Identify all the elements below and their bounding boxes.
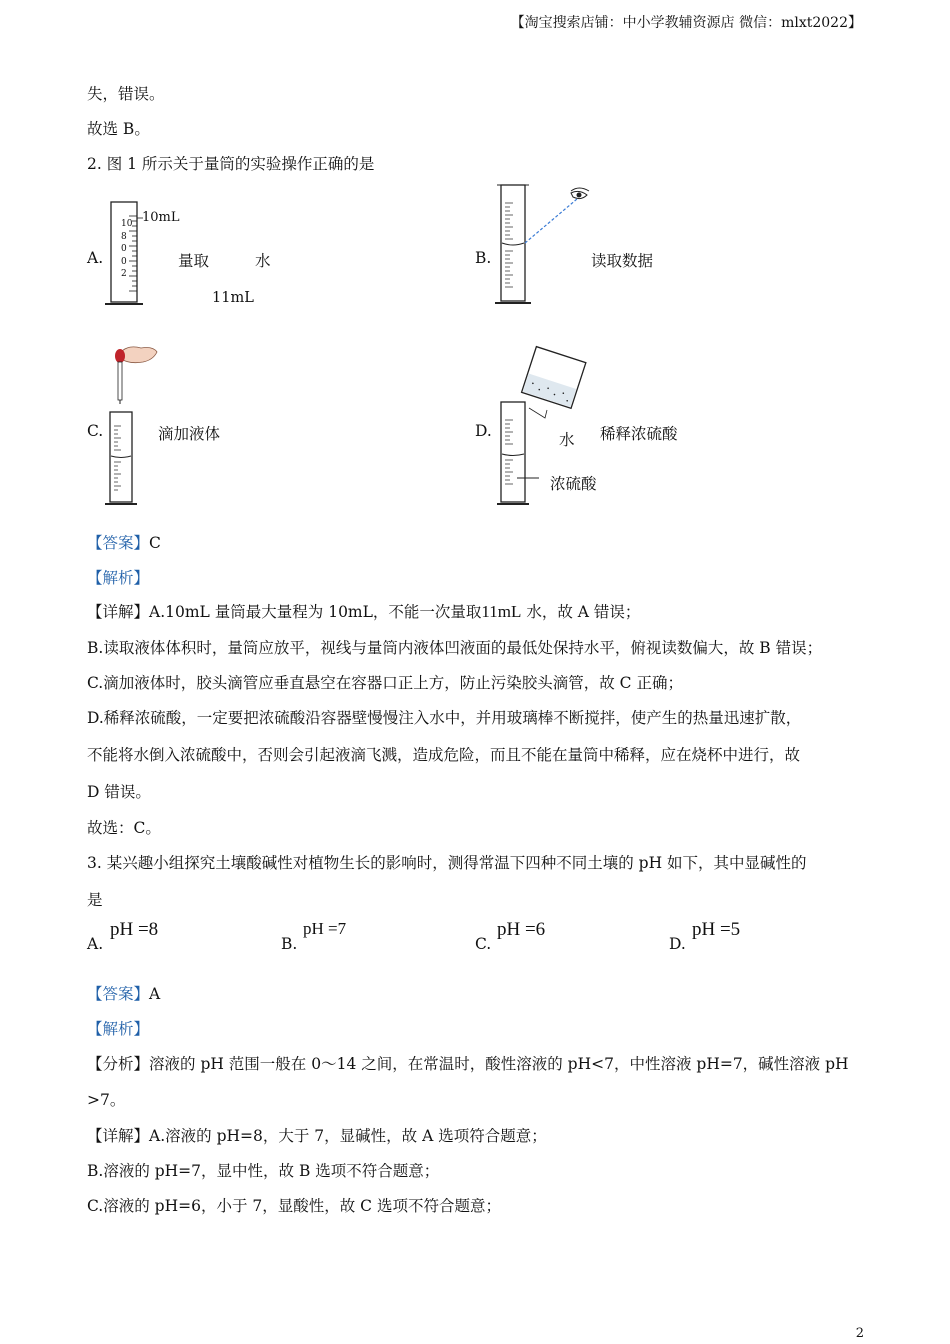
q3-stem-2: 是	[87, 891, 103, 909]
q2-detail-6: D 错误。	[87, 783, 151, 801]
q3-option-b-label: B.	[281, 935, 298, 953]
q2-analysis-tag: 【解析】	[87, 569, 150, 587]
q3-detail-1	[87, 1124, 547, 1146]
q2-option-c-label: C.	[87, 422, 104, 440]
q3-option-d-label: D.	[669, 935, 686, 953]
q2-answer-line	[87, 531, 161, 553]
answer-tag: 【答案】	[87, 985, 150, 1003]
q3-option-b-value: pH =7	[303, 919, 347, 938]
q2-option-a-text-2: 水	[255, 252, 271, 270]
q3-option-a-value: pH =8	[110, 919, 159, 940]
detail-text: A.溶液的 pH=8，大于 7，显碱性，故 A 选项符合题意；	[149, 1127, 547, 1145]
q2-detail-5: 不能将水倒入浓硫酸中，否则会引起液滴飞溅，造成危险，而且不能在量筒中稀释，应在烧杯中进行，故	[87, 746, 801, 764]
q2-stem: 2. 图 1 所示关于量筒的实验操作正确的是	[87, 155, 375, 173]
q2-detail-2: B.读取液体体积时，量筒应放平，视线与量筒内液体凹液面的最低处保持水平，俯视读数偏大，故 B 错误；	[87, 639, 823, 657]
detail-tag: 【详解】	[87, 603, 150, 621]
q2-option-a-text-1: 量取	[178, 252, 210, 270]
tick-label: 0	[121, 256, 127, 267]
q3-option-c-label: C.	[475, 935, 492, 953]
q3-answer-line	[87, 982, 160, 1004]
q2-option-d-label: D.	[475, 422, 492, 440]
prev-line-1: 失，错误。	[87, 85, 165, 103]
q3-fenxi-2: >7。	[87, 1091, 126, 1109]
cylinder-a-capacity: 10mL	[142, 210, 180, 225]
cylinder-c-dropper-figure	[105, 340, 165, 510]
q3-fenxi-1	[87, 1052, 849, 1074]
cylinder-a-ticks	[121, 218, 132, 281]
q2-option-a-volume: 11mL	[212, 290, 254, 306]
q2-detail-4: D.稀释浓硫酸，一定要把浓硫酸沿容器壁慢慢注入水中，并用玻璃棒不断搅拌，使产生的热量迅速扩散，	[87, 709, 802, 727]
cylinder-b-figure	[495, 183, 595, 308]
q2-detail-1	[87, 600, 640, 622]
detail-volume: 11mL	[481, 602, 522, 621]
q3-option-d-value: pH =5	[692, 919, 741, 940]
q2-option-a-label: A.	[87, 249, 104, 267]
q2-option-d-text: 稀释浓硫酸	[600, 425, 678, 443]
q2-option-d-water: 水	[559, 431, 575, 449]
q2-option-d-acid: 浓硫酸	[550, 475, 597, 493]
q3-option-a-label: A.	[87, 935, 104, 953]
q2-option-c-text: 滴加液体	[158, 425, 221, 443]
tick-label: 8	[121, 231, 127, 242]
q3-detail-3: C.溶液的 pH=6，小于 7，显酸性，故 C 选项不符合题意；	[87, 1197, 501, 1215]
q3-stem-1: 3. 某兴趣小组探究土壤酸碱性对植物生长的影响时，测得常温下四种不同土壤的 pH 如下，其中显碱性的	[87, 854, 807, 872]
answer-value: C	[149, 534, 161, 552]
answer-tag: 【答案】	[87, 534, 150, 552]
detail-text-end: 水，故 A 错误；	[521, 603, 641, 621]
prev-line-2: 故选 B。	[87, 120, 150, 138]
q2-option-b-label: B.	[475, 249, 492, 267]
detail-tag: 【详解】	[87, 1127, 150, 1145]
tick-label: 2	[121, 269, 127, 279]
page-number: 2	[855, 1326, 864, 1341]
detail-text: A.10mL 量筒最大量程为 10mL，不能一次量取	[149, 603, 482, 621]
q3-analysis-tag: 【解析】	[87, 1020, 150, 1038]
q3-detail-2: B.溶液的 pH=7，显中性，故 B 选项不符合题意；	[87, 1162, 440, 1180]
fenxi-text: 溶液的 pH 范围一般在 0～14 之间，在常温时，酸性溶液的 pH<7，中性溶液 pH=7，碱性溶液 pH	[149, 1055, 849, 1073]
answer-value: A	[149, 985, 161, 1003]
tick-label: 0	[121, 244, 127, 254]
q2-choose: 故选：C。	[87, 819, 161, 837]
q3-option-c-value: pH =6	[497, 919, 546, 940]
tick-label: 10	[121, 219, 133, 229]
q2-option-b-text: 读取数据	[591, 252, 654, 270]
q2-detail-3: C.滴加液体时，胶头滴管应垂直悬空在容器口正上方，防止污染胶头滴管，故 C 正确；	[87, 674, 683, 692]
page-header: 【淘宝搜索店铺：中小学教辅资源店 微信：mlxt2022】	[510, 15, 862, 31]
fenxi-tag: 【分析】	[87, 1055, 150, 1073]
